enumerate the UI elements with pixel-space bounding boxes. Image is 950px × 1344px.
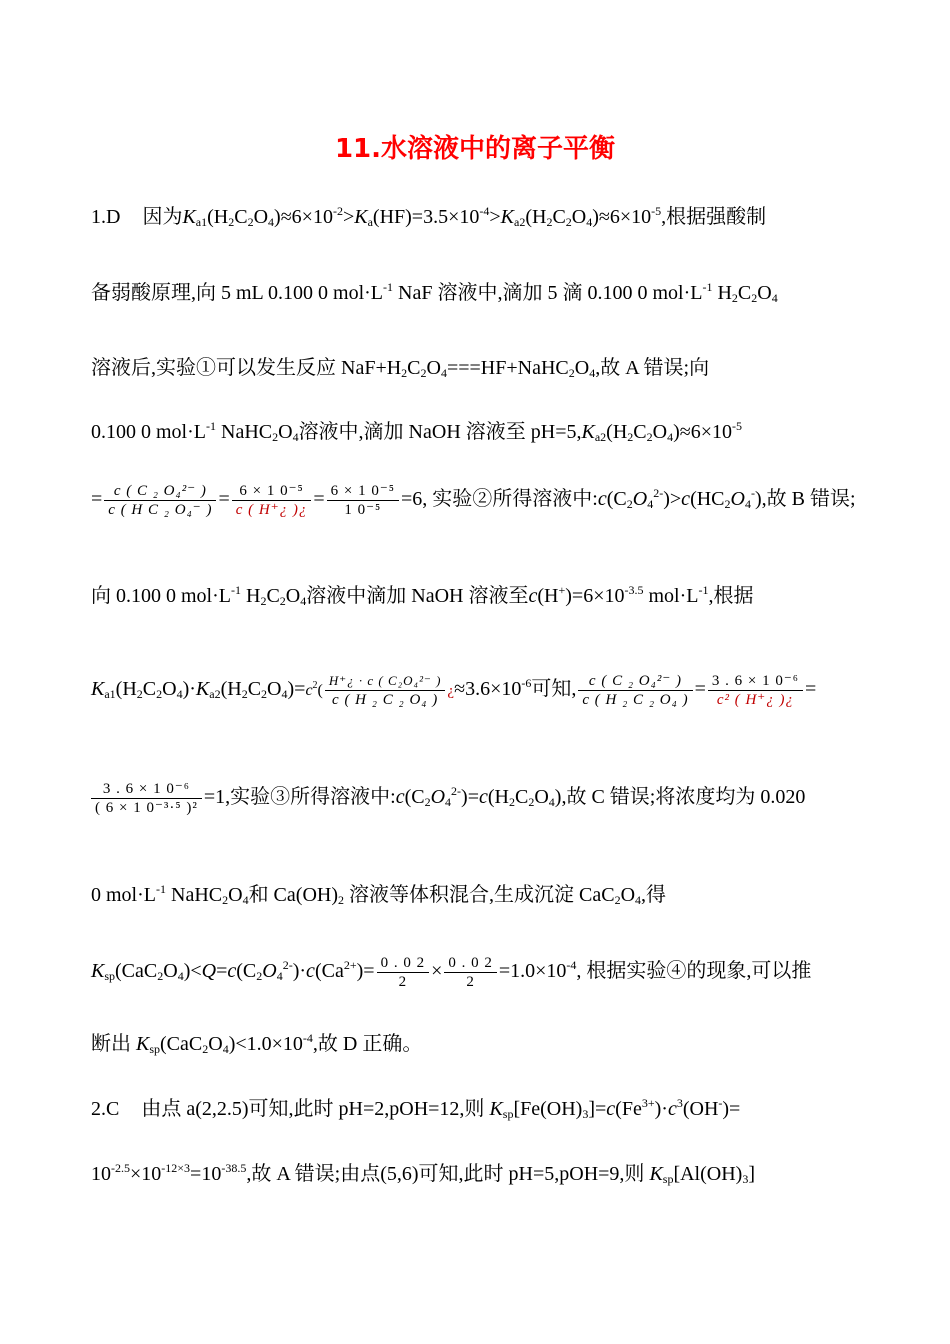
p2-line-2: $10^{-2.5}\times 10^{-12\times 3}=10^{-38.5}$,故 A 错误;由点(5,6)可知,此时 pH=5,pOH=9,则 $K_{sp}[Al(OH)_3]$: [91, 1161, 755, 1186]
text: NaF 溶液中,滴加 5 滴 0.100 0 mol·L: [393, 282, 703, 304]
text: ===HF+NaHC: [446, 357, 569, 379]
text: (HF)=3.5×10: [372, 206, 480, 228]
text: ×: [431, 960, 443, 983]
text: =10: [190, 1163, 222, 1185]
fraction: [708, 672, 803, 709]
fraction-numerator: 0 . 0 2: [448, 955, 493, 971]
fraction-numerator: c ( C ₂ O₄²⁻ ): [113, 483, 207, 499]
text: =: [313, 488, 325, 511]
fraction-denominator: c ( H ₂ C ₂ O₄ ): [325, 690, 446, 709]
fraction-denominator: c² ( H⁺¿ )¿: [708, 690, 803, 709]
p1-line-8: $\frac{\text{3 . 6 × 1 0⁻⁶}}{\text{( 6 × 1 0⁻³·⁵ )²}}$ =1,实验③所得溶液中$:c(C_2O_4^{2-})=c(H_2C_2O_4)$,故 C 错误;将浓度均为 0.020: [91, 780, 805, 817]
text: , 根据实验④的现象,可以推: [576, 960, 812, 983]
p1-line-11: 断出 $K_{sp}(CaC_2O_4)<1.0\times 10^{-4}$,故 D 正确。: [91, 1031, 423, 1056]
fraction-denominator: 2: [377, 972, 430, 991]
fraction-denominator: c ( H ₂ C ₂ O₄ ): [578, 690, 692, 709]
answer-label: 1.D: [91, 206, 121, 228]
text: H: [241, 585, 261, 607]
text: =1.0×10: [498, 960, 567, 983]
fraction-numerator: 3 . 6 × 1 0⁻⁶: [102, 781, 190, 797]
text: NaHC: [216, 421, 273, 443]
text: 溶液后,实验①可以发生反应 NaF+H: [91, 357, 402, 379]
text: <1.0×10: [235, 1033, 303, 1055]
fraction: [232, 482, 312, 519]
text: ≈6×10: [598, 206, 652, 228]
text: >: [342, 206, 355, 228]
text: 向 0.100 0 mol·L: [91, 585, 231, 607]
fraction-denominator: c ( H⁺¿ )¿: [232, 500, 312, 519]
text: 可知,: [531, 678, 577, 701]
text: =: [467, 786, 479, 809]
text: 0.100 0 mol·L: [91, 421, 206, 443]
text: NaHC: [166, 884, 223, 906]
p1-line-7: $K_{a1}(H_2C_2O_4)\cdot K_{a2}(H_2C_2O_4)=c^2$( $\frac{\text{H⁺¿ · c ( C₂O₄²⁻ )}}{\text{c ( H ₂ C ₂ O₄ )}}$ ¿$\approx 3.6\times 10^{-6}$可知, $\frac{\text{c ( C ₂ O₄²⁻ )}}{\text{c ( H ₂ C ₂ O₄ )}}$ = $\frac{\text{3 . 6 × 1 0⁻⁶}}{\text{c² ( H⁺¿ )¿}}$ =: [91, 673, 817, 708]
text: 溶液中滴加 NaOH 溶液至: [306, 585, 529, 607]
fraction-denominator: c ( H C ₂ O₄⁻ ): [104, 500, 216, 519]
fraction: [91, 780, 202, 817]
p1-line-5: = $\frac{\text{c ( C ₂ O₄²⁻ )}}{\text{c ( H C ₂ O₄⁻ )}}$ = $\frac{\text{6 × 1 0⁻⁵}}{c ( H^+¿ )¿}$ = $\frac{\text{6 × 1 0⁻⁵}}{\text{1 0⁻⁵}}$ =6, 实验②所得溶液中$:c(C_2O_4^{2-})>c(HC_2O_4^-)$,故 B 错误;: [91, 483, 856, 518]
p1-line-4: 0.100 0 $mol\cdot L^{-1}$ $NaHC_2O_4$溶液中,滴加 NaOH 溶液至 $pH=5,K_{a2}(H_2C_2O_4)\approx 6\times 10^{-5}$: [91, 419, 743, 444]
text: >: [669, 488, 682, 511]
text: <: [190, 960, 202, 983]
text: ≈3.6×10: [454, 678, 522, 701]
text: =: [216, 960, 228, 983]
text: 0 mol·L: [91, 884, 156, 906]
fraction-numerator: 6 × 1 0⁻⁵: [330, 483, 396, 499]
p1-line-9: 0 $mol\cdot L^{-1}$ $NaHC_2O_4$和 $Ca(OH)_2$ 溶液等体积混合,生成沉淀 $CaC_2O_4$,得: [91, 882, 667, 907]
p1-line-1: 1.D 因为$K_{a1}(H_2C_2O_4)\approx 6\times 10^{-2}>K_a(HF)=3.5\times 10^{-4}>K_{a2}(H_2C_2O_4)\approx 6\times 10^{-5}$,根据强酸制: [91, 204, 767, 229]
text: =: [91, 488, 103, 511]
text: =: [218, 488, 230, 511]
p1-line-2: 备弱酸原理,向 5 mL 0.100 0 $mol\cdot L^{-1}$ NaF 溶液中,滴加 5 滴 0.100 0 $mol\cdot L^{-1}$ $H_2C_2O_4$: [91, 280, 778, 305]
fraction: [325, 672, 446, 709]
text: ,故 D 正确。: [312, 1033, 423, 1055]
p1-line-3: 溶液后,实验①可以发生反应 $NaF+H_2C_2O_4===HF+NaHC_2O_4$,故 A 错误;向: [91, 357, 710, 380]
text: ≈6×10: [679, 421, 733, 443]
text: 和 Ca(OH): [248, 884, 338, 906]
p1-line-6: 向 0.100 0 $mol\cdot L^{-1}$ $H_2C_2O_4$溶液中滴加 NaOH 溶液至$c(H^+)=6\times 10^{-3.5}$ $mol\cdot L^{-1}$,根据: [91, 583, 754, 608]
text: 10: [91, 1163, 111, 1185]
answer-label: 2.C: [91, 1098, 120, 1120]
text: ,故 C 错误;将浓度均为 0.020: [561, 786, 806, 809]
fraction-numerator: 0 . 0 2: [380, 955, 426, 971]
fraction: [444, 954, 497, 991]
text: 因为: [142, 206, 183, 228]
text: 溶液中,滴加 NaOH 溶液至 pH=5,: [298, 421, 582, 443]
text: >: [489, 206, 501, 228]
text: =: [294, 678, 306, 701]
fraction: [578, 672, 692, 709]
text: 备弱酸原理,向 5 mL 0.100 0 mol·L: [91, 282, 384, 304]
text: ,故 A 错误;向: [595, 357, 710, 379]
text: =: [804, 678, 817, 701]
text: ,根据强酸制: [661, 206, 767, 228]
text: 溶液等体积混合,生成沉淀 CaC: [344, 884, 615, 906]
text: =6, 实验②所得溶液中:: [401, 488, 598, 511]
fraction-denominator: 1 0⁻⁵: [327, 500, 399, 519]
section-title: 11.水溶液中的离子平衡: [334, 134, 616, 164]
text: ≈6×10: [280, 206, 333, 228]
fraction-numerator: H⁺¿ · c ( C₂O₄²⁻ ): [328, 673, 442, 688]
p2-line-1: 2.C 由点 a(2,2.5)可知,此时 pH=2,pOH=12,则 $K_{sp}[Fe(OH)_3]=c(Fe^{3+})\cdot c^3(OH^-)=$: [91, 1096, 741, 1121]
fraction: [104, 482, 216, 519]
text: ×10: [130, 1163, 162, 1185]
fraction: [327, 482, 399, 519]
text: mol·L: [643, 585, 699, 607]
text: =: [694, 678, 706, 701]
text: ,故 B 错误;: [761, 488, 856, 511]
fraction: [377, 954, 430, 991]
fraction-numerator: c ( C ₂ O₄²⁻ ): [588, 673, 683, 689]
text: =: [363, 960, 375, 983]
text: =1,实验③所得溶液中:: [203, 786, 396, 809]
fraction-denominator: ( 6 × 1 0⁻³·⁵ )²: [91, 798, 202, 817]
text: ,根据: [708, 585, 754, 607]
text: =: [595, 1098, 607, 1120]
fraction-denominator: 2: [444, 972, 497, 991]
text: 由点 a(2,2.5)可知,此时 pH=2,pOH=12,则: [141, 1098, 490, 1120]
fraction-numerator: 6 × 1 0⁻⁵: [239, 483, 304, 499]
text: H: [712, 282, 732, 304]
text: ,得: [641, 884, 667, 906]
p1-line-10: $K_{sp}(CaC_2O_4)<Q=c(C_2O_4^{2-})\cdot c(Ca^{2+})=$ $\frac{0 . 0 2}{2}$ × $\frac{0 . 0 2}{2}$ $=1.0\times 10^{-4}$, 根据实验④的现象,可以推: [91, 955, 812, 990]
fraction-numerator: 3 . 6 × 1 0⁻⁶: [711, 673, 799, 689]
text: 断出: [91, 1033, 136, 1055]
text: =6×10: [571, 585, 625, 607]
text: ,故 A 错误;由点(5,6)可知,此时 pH=5,pOH=9,则: [246, 1163, 650, 1185]
